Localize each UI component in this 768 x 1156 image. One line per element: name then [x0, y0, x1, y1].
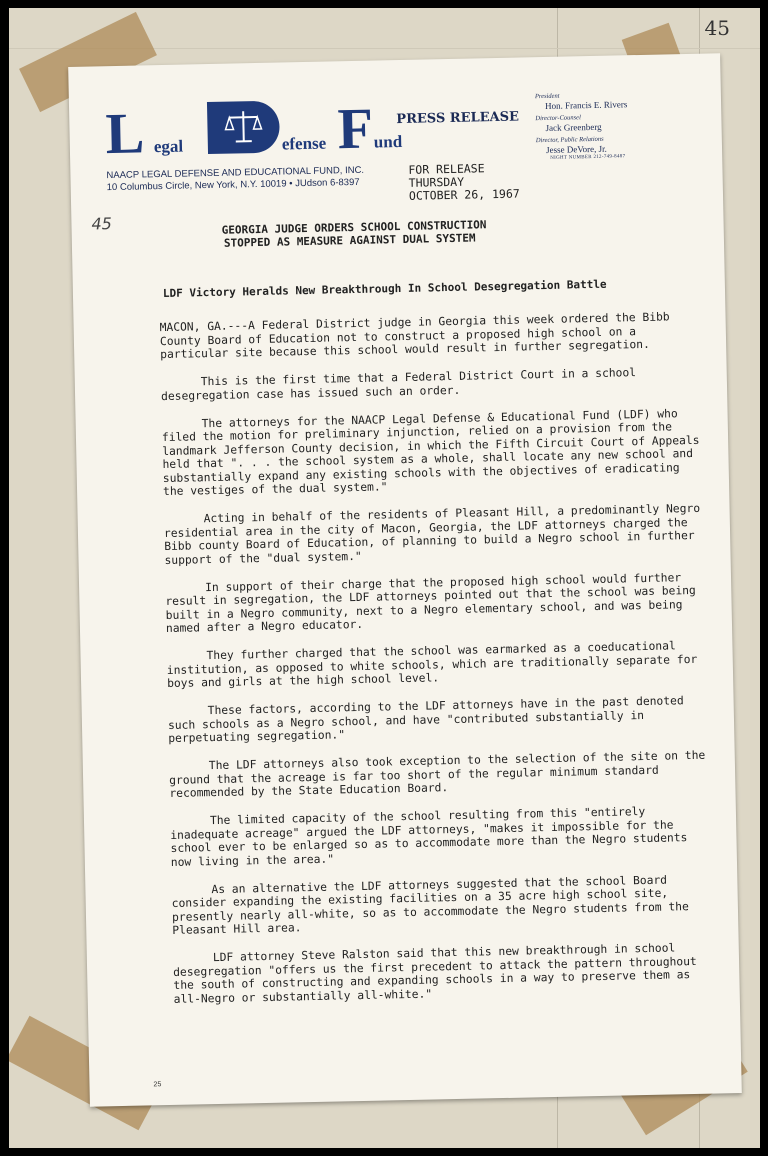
officer-name: Hon. Francis E. Rivers: [544, 99, 628, 111]
logo-word-und: und: [373, 131, 403, 152]
officers-list: [535, 91, 629, 161]
paragraph: LDF attorney Steve Ralston said that this new breakthrough in school desegregation "offers us the first precedent to attack the pattern throughout the south of constructing and expanding schools in a way to preserve them as all-Negro or substantially all-white.": [173, 941, 697, 1006]
release-line: THURSDAY: [408, 174, 465, 190]
page-number: 45: [704, 16, 730, 40]
paragraph: These factors, according to the LDF attorneys have in the past denoted such schools as a Negro school, and have "contributed substantially in perpetuating segregation.": [167, 694, 684, 745]
paragraph: They further charged that the school was earmarked as a coeducational institution, as opposed to white schools, which are traditionally separate for boys and girls at the high school level.: [166, 639, 698, 691]
scrapbook-board: [9, 8, 760, 1148]
logo-letter-f: F: [336, 95, 374, 162]
officer-role: Director-Counsel: [535, 114, 581, 123]
officer-name: Jack Greenberg: [545, 121, 602, 133]
paragraph: The LDF attorneys also took exception to the selection of the site on the ground that the acreage is far too short of the regular minimum standard recommended by the State Education Board.: [169, 748, 706, 800]
subheadline: LDF Victory Heralds New Breakthrough In School Desegregation Battle: [162, 277, 607, 301]
release-date-block: [408, 162, 520, 203]
logo-word-efense: efense: [281, 133, 327, 154]
headline-line: GEORGIA JUDGE ORDERS SCHOOL CONSTRUCTION: [221, 218, 487, 237]
scales-of-justice-icon: [223, 107, 264, 148]
footer-mark: 25: [153, 1081, 162, 1089]
paragraph: MACON, GA.---A Federal District judge in Georgia this week ordered the Bibb County Board of Education not to construct a proposed high school on a particular site because this school would result in further segregation.: [159, 310, 670, 362]
ldf-logo: [104, 95, 406, 172]
press-release-document: [68, 53, 742, 1106]
organization-block: [106, 165, 364, 194]
logo-word-egal: egal: [153, 136, 184, 157]
officer-role: Director, Public Relations: [535, 135, 604, 145]
officer-role: President: [534, 92, 560, 101]
organization-name: NAACP LEGAL DEFENSE AND EDUCATIONAL FUND, INC.: [106, 164, 365, 182]
headline: [221, 218, 486, 250]
press-release-label: PRESS RELEASE: [396, 109, 520, 128]
paragraph: The attorneys for the NAACP Legal Defense & Educational Fund (LDF) who filed the motion for preliminary injunction, relied on a provision from the landmark Jefferson County decision, in which the Fifth Circuit Court of Appeals held that ". . . the school system as a whole, shall locate any new school and substantially expand any existing schools with the objectives of eradicating the vestiges of the dual system.": [161, 406, 700, 499]
logo-letter-l: L: [104, 100, 145, 167]
officer-name: Jesse DeVore, Jr.: [545, 143, 607, 155]
organization-address: 10 Columbus Circle, New York, N.Y. 10019 • JUdson 6-8397: [106, 176, 360, 194]
paragraph: This is the first time that a Federal District Court in a school desegregation case has issued such an order.: [160, 366, 637, 403]
paragraph: As an alternative the LDF attorneys suggested that the school Board consider expanding the existing facilities on a 35 acre high school site, presently nearly all-white, so as to accommodate the Negro students from the Pleasant Hill area.: [171, 873, 689, 937]
night-number: NIGHT NUMBER 212-749-8487: [550, 154, 626, 161]
release-line: OCTOBER 26, 1967: [408, 186, 520, 203]
paragraph: Acting in behalf of the residents of Pleasant Hill, a predominantly Negro residential area in the city of Macon, Georgia, the LDF attorneys charged the Bibb county Board of Education, of planning to build a Negro school in further support of the "dual system.": [163, 501, 701, 567]
release-line: FOR RELEASE: [408, 161, 485, 177]
article-body: [160, 310, 715, 1021]
paragraph: In support of their charge that the proposed high school would further result in segregation, the LDF attorneys pointed out that the school was being built in a Negro community, next to a Negro elementary school, and was being named after a Negro educator.: [165, 570, 696, 636]
paragraph: The limited capacity of the school resulting from this "entirely inadequate acreage" argued the LDF attorneys, "makes it impossible for the school ever to be enlarged so as to accommodate more than the Negro students now living in the area.": [170, 805, 688, 869]
handwritten-note: 45: [91, 214, 113, 234]
headline-line: STOPPED AS MEASURE AGAINST DUAL SYSTEM: [223, 231, 476, 250]
